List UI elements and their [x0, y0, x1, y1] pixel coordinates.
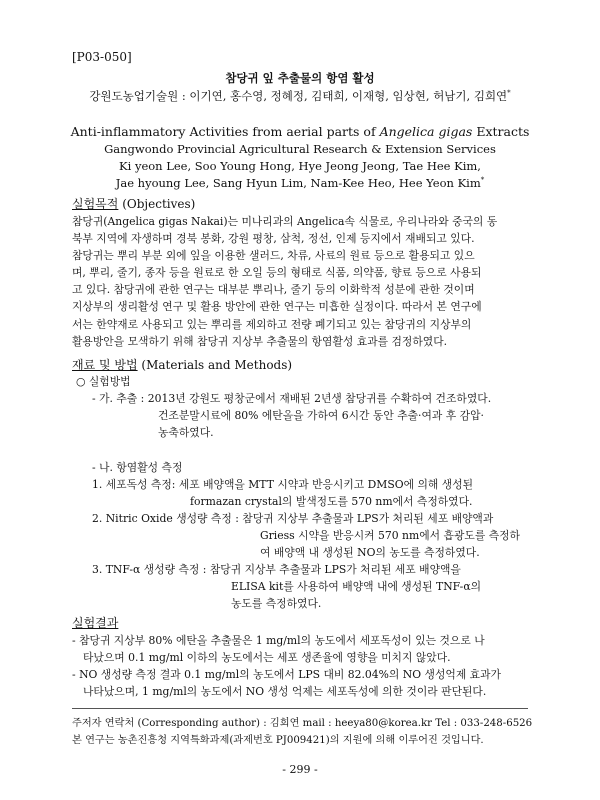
abstract-code: [P03-050]: [72, 50, 132, 64]
methods-heading-ko: 재료 및 방법: [72, 358, 138, 372]
objectives-line: 북부 지역에 자생하며 경북 봉화, 강원 평창, 삼척, 정선, 인제 등지에서 재배되고 있다.: [72, 232, 475, 246]
results-line: 나타났으며, 1 mg/ml의 농도에서 NO 생성 억제는 세포독성에 의한 것이라 판단된다.: [83, 685, 487, 699]
affiliation-english: Gangwondo Provincial Agricultural Research & Extension Services: [104, 142, 496, 156]
objectives-line: 활용방안을 모색하기 위해 참당귀 지상부 추출물의 항염활성 효과를 검정하였다.: [72, 334, 448, 348]
corresponding-author: 주저자 연락처 (Corresponding author) : 김희연 mail : heeya80@korea.kr Tel : 033-248-6526: [72, 718, 533, 729]
objectives-heading: [72, 195, 195, 212]
method-extraction-line-3: 농축하였다.: [158, 426, 214, 439]
title-korean: 참당귀 잎 추출물의 항염 활성: [225, 71, 375, 85]
authors-korean: 강원도농업기술원 : 이기연, 홍수영, 정혜정, 김태희, 이재형, 임상현, 허남기, 김희연*: [89, 89, 511, 103]
methods-subheading: ○ 실험방법: [76, 375, 131, 388]
corresponding-mark: *: [480, 176, 485, 185]
method-tnf-line-3: 농도를 측정하였다.: [231, 597, 322, 610]
results-line: - 참당귀 지상부 80% 에탄올 추출물은 1 mg/ml의 농도에서 세포독성이 있는 것으로 나: [72, 634, 485, 647]
footer-divider: [72, 708, 528, 709]
objectives-line: 참당귀(Angelica gigas Nakai)는 미나리과의 Angelica속 식물로, 우리나라와 중국의 동: [72, 215, 498, 228]
results-heading: [72, 614, 118, 631]
methods-heading: [72, 356, 292, 373]
method-tnf-line-1: 3. TNF-α 생성량 측정 : 참당귀 지상부 추출물과 LPS가 처리된 세포 배양액을: [92, 563, 461, 576]
objectives-heading-en: (Objectives): [122, 197, 196, 211]
title-english-species: Angelica gigas: [379, 124, 473, 139]
page-number: - 299 -: [282, 763, 318, 776]
results-line: 타났으며 0.1 mg/ml 이하의 농도에서는 세포 생존율에 영향을 미치지 않았다.: [83, 651, 451, 665]
method-cytotoxicity-line-2: formazan crystal의 발색정도를 570 nm에서 측정하였다.: [190, 495, 473, 508]
corresponding-mark: *: [507, 89, 511, 98]
method-extraction-line-1: - 가. 추출 : 2013년 강원도 평창군에서 재배된 2년생 참당귀를 수확하여 건조하였다.: [92, 392, 492, 405]
method-anti-inflammatory-heading: - 나. 항염활성 측정: [92, 461, 183, 474]
objectives-line: 참당귀는 뿌리 부분 외에 잎을 이용한 샐러드, 차류, 사료의 원료 등으로 활용되고 있으: [72, 249, 475, 263]
results-line: - NO 생성량 측정 결과 0.1 mg/ml의 농도에서 LPS 대비 82.04%의 NO 생성억제 효과가: [72, 668, 501, 682]
results-heading-ko: 실험결과: [72, 616, 119, 630]
method-no-line-1: 2. Nitric Oxide 생성량 측정 : 참당귀 지상부 추출물과 LPS가 처리된 세포 배양액과: [92, 512, 494, 525]
results-paragraph: [72, 632, 528, 700]
authors-english-line-1: Ki yeon Lee, Soo Young Hong, Hye Jeong Jeong, Tae Hee Kim,: [119, 159, 481, 173]
funding-note: 본 연구는 농촌진흥청 지역특화과제(과제번호 PJ009421)의 지원에 의해 이루어진 것입니다.: [72, 735, 484, 746]
objectives-line: 지상부의 생리활성 연구 및 활용 방안에 관한 연구는 미흡한 실정이다. 따라서 본 연구에: [72, 300, 482, 314]
method-cytotoxicity-line-1: 1. 세포독성 측정: 세포 배양액을 MTT 시약과 반응시키고 DMSO에 의해 생성된: [92, 478, 474, 491]
method-no-line-3: 여 배양액 내 생성된 NO의 농도를 측정하였다.: [260, 546, 480, 559]
title-english: [0, 124, 600, 139]
objectives-line: 고 있다. 참당귀에 관한 연구는 대부분 뿌리나, 줄기 등의 이화학적 성분에 관한 것이며: [72, 283, 475, 297]
method-extraction-line-2: 건조분말시료에 80% 에탄올을 가하여 6시간 동안 추출·여과 후 감압·: [158, 409, 484, 422]
objectives-heading-ko: 실험목적: [72, 197, 119, 211]
objectives-paragraph: [72, 213, 520, 350]
objectives-line: 서는 한약재로 사용되고 있는 뿌리를 제외하고 전량 폐기되고 있는 참당귀의 지상부의: [72, 317, 472, 331]
method-no-line-2: Griess 시약을 반응시켜 570 nm에서 흡광도를 측정하: [260, 529, 520, 542]
methods-heading-en: (Materials and Methods): [141, 358, 293, 372]
authors-english-line-2: Jae hyoung Lee, Sang Hyun Lim, Nam-Kee Heo, Hee Yeon Kim*: [115, 176, 485, 190]
objectives-line: 며, 뿌리, 줄기, 종자 등을 원료로 한 오일 등의 형태로 식품, 의약품, 향료 등으로 사용되: [72, 266, 482, 280]
method-tnf-line-2: ELISA kit를 사용하여 배양액 내에 생성된 TNF-α의: [231, 580, 482, 593]
title-english-suffix: Extracts: [472, 124, 530, 139]
title-english-prefix: Anti-inflammatory Activities from aerial parts of: [70, 124, 380, 139]
